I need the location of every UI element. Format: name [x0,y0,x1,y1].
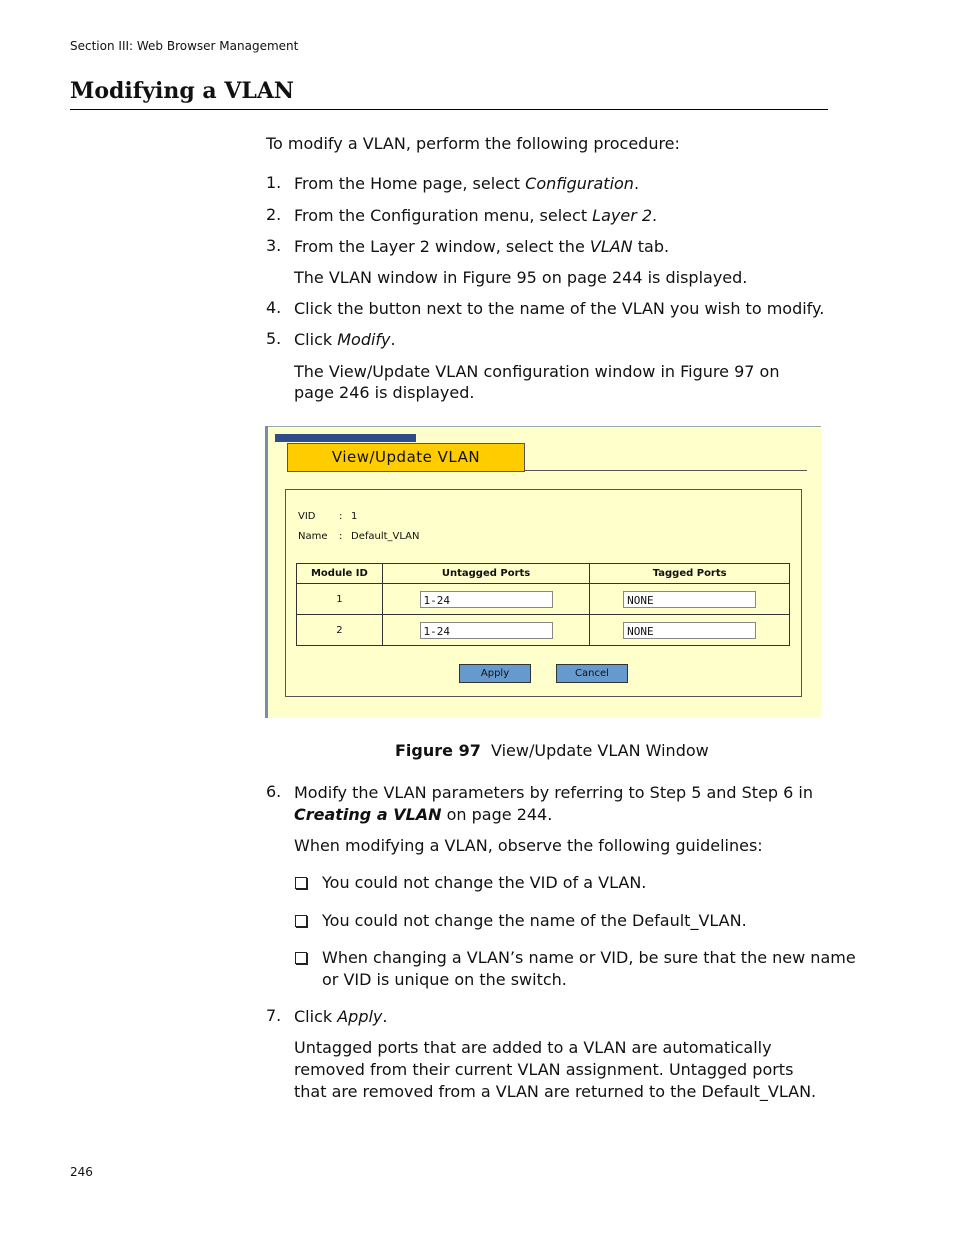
col-untagged-ports: Untagged Ports [382,564,590,584]
figure-title-bar [275,434,416,442]
table-row [297,584,790,615]
step-5-note-line-2: page 246 is displayed. [294,383,475,402]
checkbox-bullet-icon [295,877,307,889]
final-note-line-1: Untagged ports that are added to a VLAN are automatically [294,1038,772,1057]
tagged-ports-input[interactable]: NONE [623,622,756,639]
tagged-cell [590,615,790,646]
step-7-text: Click Apply. [294,1007,388,1026]
vid-value: 1 [351,511,358,522]
step-6-number: 6. [266,782,282,801]
step-3-text: From the Layer 2 window, select the VLAN tab. [294,237,670,256]
final-note-line-3: that are removed from a VLAN are returned to the Default_VLAN. [294,1082,817,1101]
step-3-number: 3. [266,236,282,255]
checkbox-bullet-icon [295,915,307,927]
table-header-row [297,564,790,584]
vid-separator: : [339,511,343,522]
step-3-note: The VLAN window in Figure 95 on page 244 is displayed. [294,268,748,287]
name-value: Default_VLAN [351,531,420,542]
final-note-line-2: removed from their current VLAN assignment. Untagged ports [294,1060,794,1079]
step-2-text: From the Configuration menu, select Layer 2. [294,206,658,225]
untagged-cell [382,615,590,646]
figure-caption: Figure 97 View/Update VLAN Window [395,741,709,760]
tagged-ports-input[interactable]: NONE [623,591,756,608]
ports-table [296,563,790,646]
name-label: Name [298,531,328,542]
guideline-1: You could not change the VID of a VLAN. [322,873,647,892]
guideline-2: You could not change the name of the Default_VLAN. [322,911,747,930]
module-id-cell: 2 [297,615,383,646]
vid-label: VID [298,511,316,522]
step-6-text-line-2: Creating a VLAN on page 244. [294,805,553,824]
step-1-number: 1. [266,173,282,192]
table-row [297,615,790,646]
apply-button[interactable]: Apply [459,664,531,683]
page-number: 246 [70,1165,93,1179]
intro-text: To modify a VLAN, perform the following procedure: [266,134,680,153]
checkbox-bullet-icon [295,952,307,964]
step-4-number: 4. [266,298,282,317]
untagged-cell [382,584,590,615]
module-id-cell: 1 [297,584,383,615]
step-5-note-line-1: The View/Update VLAN configuration window in Figure 97 on [294,362,780,381]
name-separator: : [339,531,343,542]
tab-view-update-vlan[interactable]: View/Update VLAN [287,443,525,472]
creating-vlan-link[interactable]: Creating a VLAN [294,805,442,824]
untagged-ports-input[interactable]: 1-24 [420,622,553,639]
guidelines-intro: When modifying a VLAN, observe the following guidelines: [294,836,763,855]
step-1-text: From the Home page, select Configuration. [294,174,640,193]
cancel-button[interactable]: Cancel [556,664,628,683]
guideline-3-line-2: or VID is unique on the switch. [322,970,567,989]
step-5-text: Click Modify. [294,330,396,349]
step-6-text-line-1: Modify the VLAN parameters by referring to Step 5 and Step 6 in [294,783,814,802]
step-2-number: 2. [266,205,282,224]
running-header: Section III: Web Browser Management [70,39,299,53]
col-tagged-ports: Tagged Ports [590,564,790,584]
figure-top-border [268,426,821,427]
tagged-cell [590,584,790,615]
guideline-3-line-1: When changing a VLAN’s name or VID, be sure that the new name [322,948,856,967]
col-module-id: Module ID [297,564,383,584]
untagged-ports-input[interactable]: 1-24 [420,591,553,608]
page-title: Modifying a VLAN [70,78,295,104]
step-5-number: 5. [266,329,282,348]
step-7-number: 7. [266,1006,282,1025]
step-4-text: Click the button next to the name of the VLAN you wish to modify. [294,299,825,318]
figure-left-border [265,426,268,718]
title-rule [70,109,828,110]
tab-underline [524,470,807,471]
